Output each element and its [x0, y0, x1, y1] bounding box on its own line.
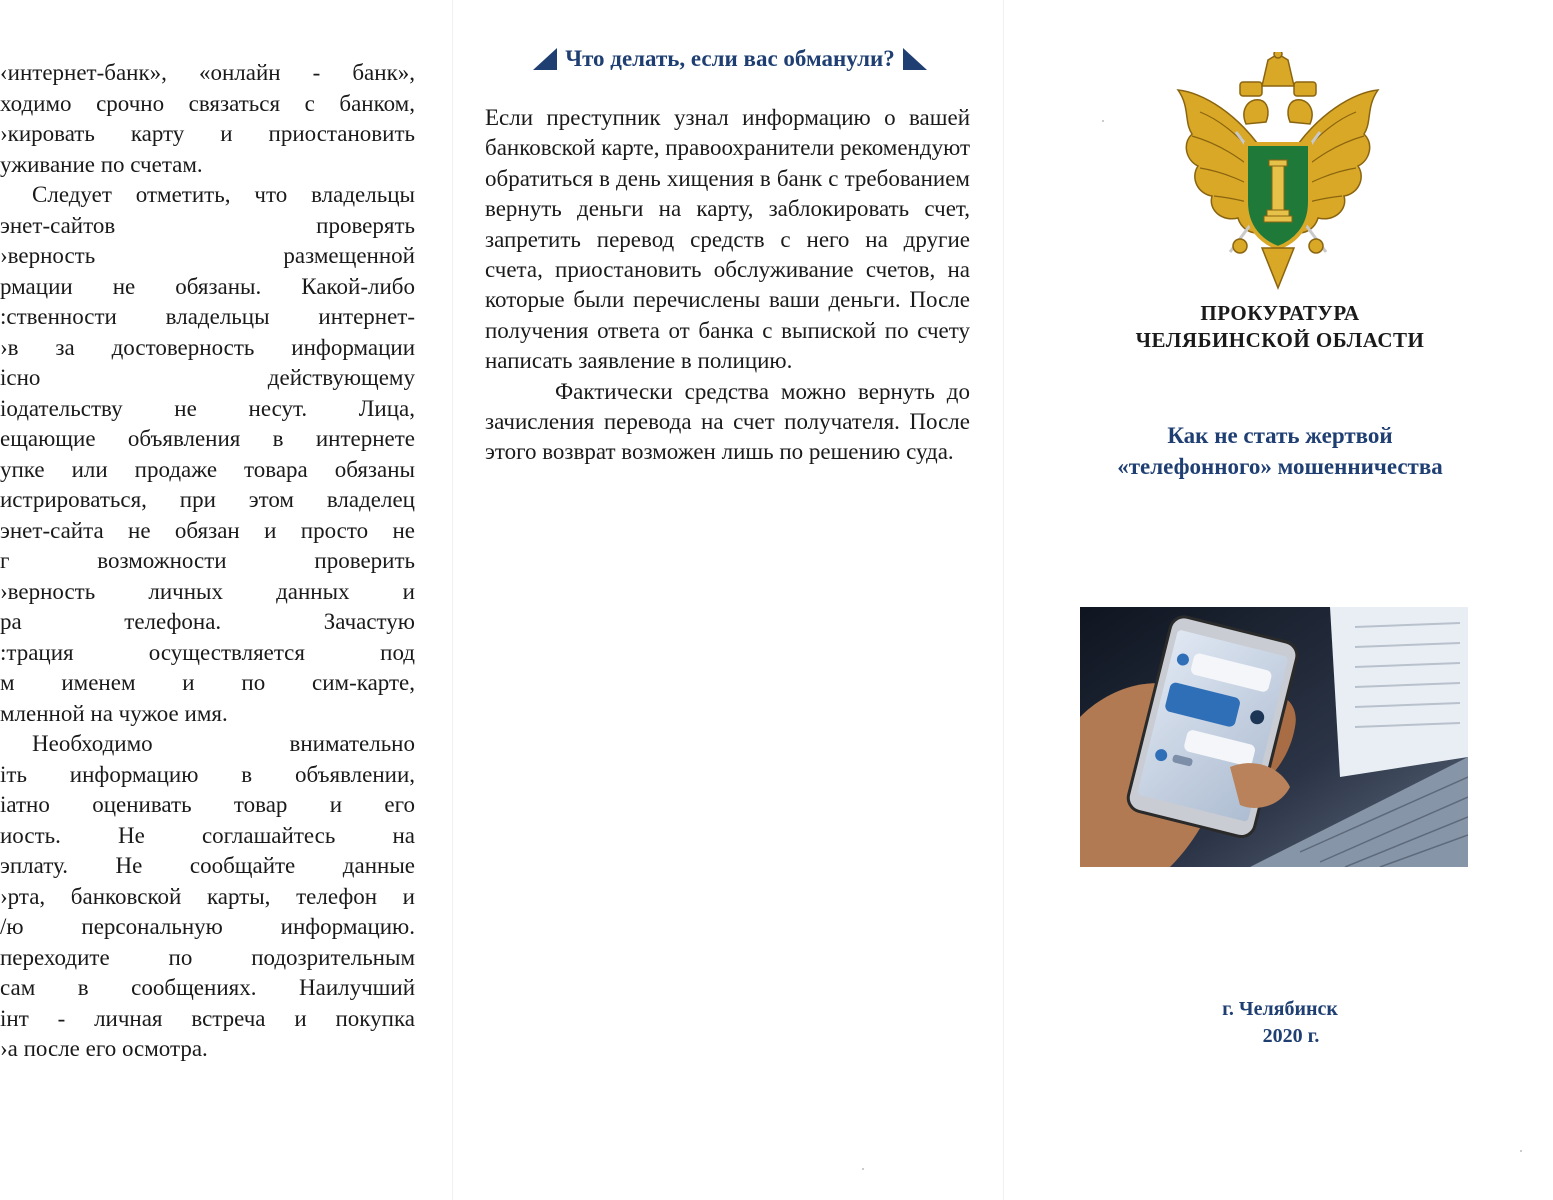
left-text-line: інт - личная встреча и покупка — [0, 1005, 415, 1031]
left-text-line: ещающие объявления в интернете — [0, 426, 415, 451]
city-name: г. Челябинск — [1222, 998, 1338, 1020]
left-text-line: ›в за достоверность информации — [0, 334, 415, 360]
left-text-line: энет-сайта не обязан и просто не — [0, 517, 415, 543]
left-text-line: ›кировать карту и приостановить — [0, 121, 415, 146]
left-text-line: ›верность личных данных и — [0, 578, 415, 604]
brochure-title — [1070, 420, 1490, 482]
left-text-line: истрироваться, при этом владелец — [0, 487, 415, 512]
publication-year: 2020 г. — [1262, 1025, 1320, 1047]
left-text-line: сам в сообщениях. Наилучший — [0, 975, 415, 1000]
left-text-line: энет-сайтов проверять — [0, 212, 415, 238]
left-text-line: мленной на чужое имя. — [0, 700, 228, 726]
middle-paragraph-1: Если преступник узнал информацию о вашей банковской карте, правоохранители рекомендуют обратиться в день хищения в банк с требованием вернуть деньги на карту, заблокировать счет, запретить перевод средств с него на другие счета, приостановить обслуживание счетов, на которые были перечислены ваши деньги. После получения ответа от банка с выпиской по счету написать заявление в полицию. — [485, 105, 970, 374]
left-text-line: Следует отметить, что владельцы — [32, 182, 415, 207]
city-year — [1150, 996, 1410, 1050]
organization-name — [1080, 300, 1480, 354]
triangle-right-icon — [903, 48, 927, 70]
fold-line-left — [452, 0, 453, 1200]
hand-smartphone-laptop-icon — [1080, 607, 1468, 867]
org-line-2: ЧЕЛЯБИНСКОЙ ОБЛАСТИ — [1135, 328, 1425, 352]
left-text-line: иость. Не соглашайтесь на — [0, 822, 415, 848]
org-line-1: ПРОКУРАТУРА — [1200, 301, 1360, 325]
left-text-line: упке или продаже товара обязаны — [0, 456, 415, 482]
middle-paragraph-2: Фактически средства можно вернуть до зачисления перевода на счет получателя. После этого возврат возможен лишь по решению суда. — [485, 378, 970, 465]
left-text-line: уживание по счетам. — [0, 151, 203, 177]
fold-line-right — [1003, 0, 1004, 1200]
left-text-line: :трация осуществляется под — [0, 639, 415, 665]
scan-speck — [862, 1168, 864, 1170]
middle-heading — [508, 42, 952, 76]
left-panel-text — [0, 58, 415, 1065]
scan-speck — [1520, 1150, 1522, 1152]
left-text-line: існо действующему — [0, 365, 415, 390]
title-line-1: Как не стать жертвой — [1167, 423, 1393, 448]
left-text-line: г возможности проверить — [0, 548, 415, 573]
left-text-line: эплату. Не сообщайте данные — [0, 853, 415, 878]
left-text-line: ›а после его осмотра. — [0, 1036, 208, 1061]
left-text-line: іть информацию в объявлении, — [0, 761, 415, 787]
left-text-line: Необходимо внимательно — [32, 731, 415, 756]
left-text-line: /ю персональную информацию. — [0, 914, 415, 939]
left-text-line: м именем и по сим-карте, — [0, 670, 415, 695]
left-text-line: рмации не обязаны. Какой-либо — [0, 273, 415, 299]
left-text-line: ›верность размещенной — [0, 243, 415, 268]
middle-heading-text: Что делать, если вас обманули? — [565, 46, 895, 71]
triangle-left-icon — [533, 48, 557, 70]
middle-panel-text — [485, 103, 970, 468]
phone-photo — [1080, 607, 1468, 867]
left-text-line: іодательству не несут. Лица, — [0, 395, 415, 421]
left-text-line: ›рта, банковской карты, телефон и — [0, 883, 415, 909]
left-text-line: переходите по подозрительным — [0, 944, 415, 970]
left-text-line: ходимо срочно связаться с банком, — [0, 90, 415, 116]
left-text-line: іатно оценивать товар и его — [0, 792, 415, 817]
prosecutor-emblem-icon — [1170, 52, 1386, 292]
left-text-line: :ственности владельцы интернет- — [0, 304, 415, 329]
title-line-2: «телефонного» мошенничества — [1117, 454, 1443, 479]
left-text-line: ра телефона. Зачастую — [0, 609, 415, 634]
scan-speck — [1102, 120, 1104, 122]
left-text-line: ‹интернет-банк», «онлайн - банк», — [0, 60, 415, 85]
